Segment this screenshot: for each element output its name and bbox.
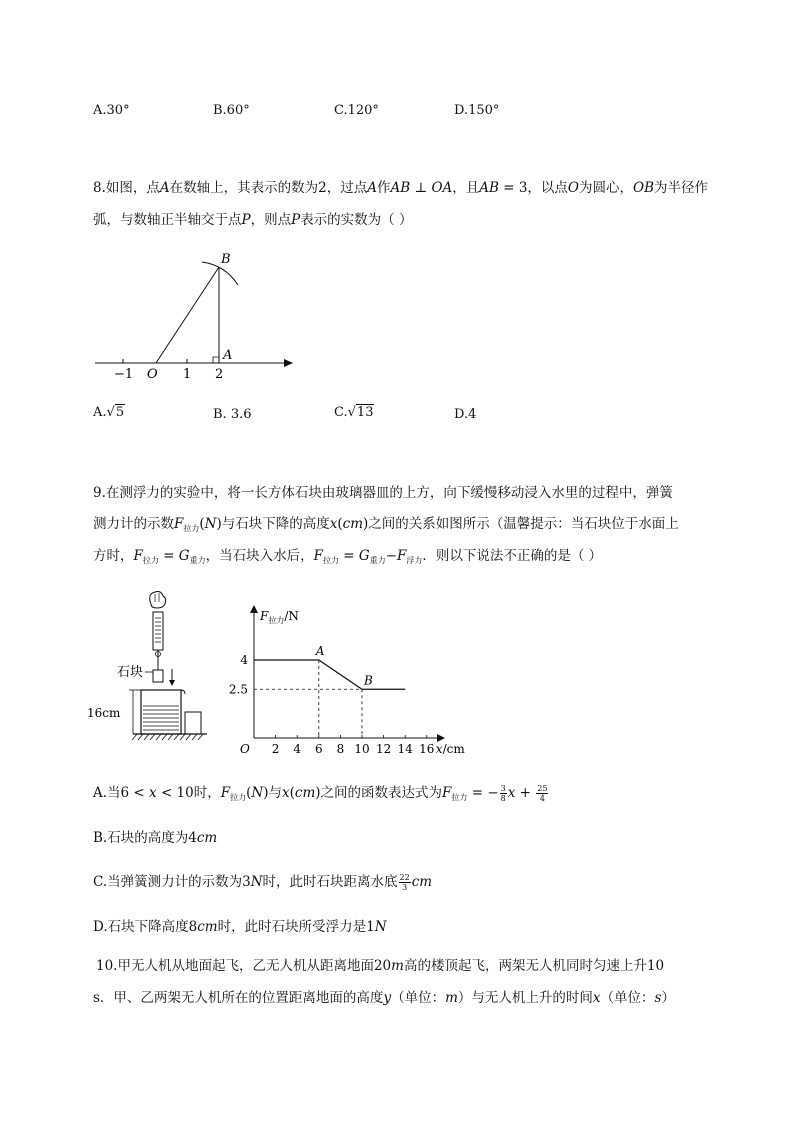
sqrt-symbol: √5 [106, 405, 125, 420]
point-label: A [315, 644, 325, 658]
ground-hatch [132, 734, 203, 740]
data-series-line [254, 660, 405, 689]
q9-line-1: 9.在测浮力的实验中，将一长方体石块由玻璃器皿的上方，向下缓慢移动浸入水里的过程中，弹簧 [93, 485, 673, 501]
fraction: $\frac{22}{3}$ [399, 873, 410, 892]
sqrt-symbol: √13 [347, 405, 374, 420]
x-tick-label: 16 [419, 742, 435, 756]
y-axis-arrow [250, 605, 258, 613]
height-label: 16cm [87, 706, 121, 720]
q9-line-2: 测力计的示数$F_{拉力}(N)$与石块下降的高度x(cm)之间的关系如图所示（温馨提示：当石块位于水面上 [93, 516, 679, 533]
origin-label: O [240, 742, 250, 756]
q10-line-2: s．甲、乙两架无人机所在的位置距离地面的高度y（单位：m）与无人机上升的时间x（单位：s） [93, 990, 675, 1006]
hand-icon [150, 592, 166, 609]
fraction: $\frac{25}{4}$ [537, 784, 548, 803]
x-tick-label: 2 [271, 742, 280, 756]
x-tick-label: 12 [375, 742, 392, 756]
label-one: 1 [183, 367, 192, 382]
q8-option-c: C.√13 [334, 405, 374, 420]
label-two: 2 [215, 367, 224, 382]
q8-option-a: A.√5 [93, 405, 125, 420]
q8-option-b: B. 3.6 [213, 407, 252, 422]
force-height-chart [228, 598, 478, 758]
q8-line-1: 8.如图，点A在数轴上，其表示的数为2，过点A作AB ⊥ OA，且AB = 3，以点O为圆心，OB为半径作 [93, 180, 708, 196]
right-angle-mark [213, 357, 219, 363]
q8-option-d: D.4 [454, 407, 477, 422]
y-tick-label: 4 [240, 653, 248, 667]
segment-ob [156, 267, 219, 363]
q9-option-d: D.石块下降高度8cm时，此时石块所受浮力是1N [93, 919, 387, 935]
point-label: B [364, 673, 373, 688]
axis-arrow [284, 359, 293, 367]
y-axis-label: $F_{拉力}/N$ [260, 609, 299, 625]
label-neg1: −1 [114, 367, 134, 382]
small-beaker [185, 712, 201, 734]
container-spout [181, 690, 185, 694]
x-axis-label: x/cm [435, 742, 465, 756]
label-point-b: B [221, 252, 231, 267]
q10-line-1: 10.甲无人机从地面起飞，乙无人机从距离地面20m高的楼顶起飞，两架无人机同时匀速上升10 [96, 958, 665, 974]
x-tick-label: 10 [354, 742, 370, 756]
q8-line-2: 弧，与数轴正半轴交于点P，则点P表示的实数为（ ） [93, 212, 413, 228]
q7-option-a: A.30° [93, 103, 130, 118]
down-arrow-head [169, 680, 175, 686]
q9-option-c: C.当弹簧测力计的示数为3N时，此时石块距离水底 $\frac{22}{3}$ cm [93, 873, 433, 892]
y-tick-label: 2.5 [228, 682, 248, 697]
fraction: $\frac{3}{8}$ [500, 784, 506, 803]
q7-option-c: C.120° [334, 103, 379, 118]
label-origin: O [147, 367, 158, 382]
arc [202, 262, 238, 285]
label-point-a: A [223, 348, 233, 363]
spring-scale-apparatus [85, 590, 215, 750]
q9-option-a: A.当6 < x < 10时，$F_{拉力}(N)$与x(cm)之间的函数表达式为$F_{拉力}$ = − $\frac{3}{8}$ x + $\frac{25}{4}$ [93, 784, 548, 803]
q8-number-line-figure [90, 248, 300, 383]
q9-option-b: B.石块的高度为4cm [93, 830, 218, 846]
x-tick-label: 6 [314, 742, 323, 756]
q9-line-3: 方时，$F_{拉力} = G_{重力}$，当石块入水后，$F_{拉力} = G_{重力}-F_{浮力}$．则以下说法不正确的是（ ） [93, 548, 603, 565]
x-tick-label: 14 [397, 742, 413, 756]
glass-container [141, 690, 181, 734]
q7-option-d: D.150° [454, 103, 500, 118]
x-axis-arrow [437, 734, 445, 742]
q7-option-b: B.60° [213, 103, 250, 118]
stone-block [153, 670, 163, 682]
x-tick-label: 8 [336, 742, 345, 756]
x-tick-label: 4 [293, 742, 302, 756]
stone-label: 石块 [117, 665, 144, 680]
